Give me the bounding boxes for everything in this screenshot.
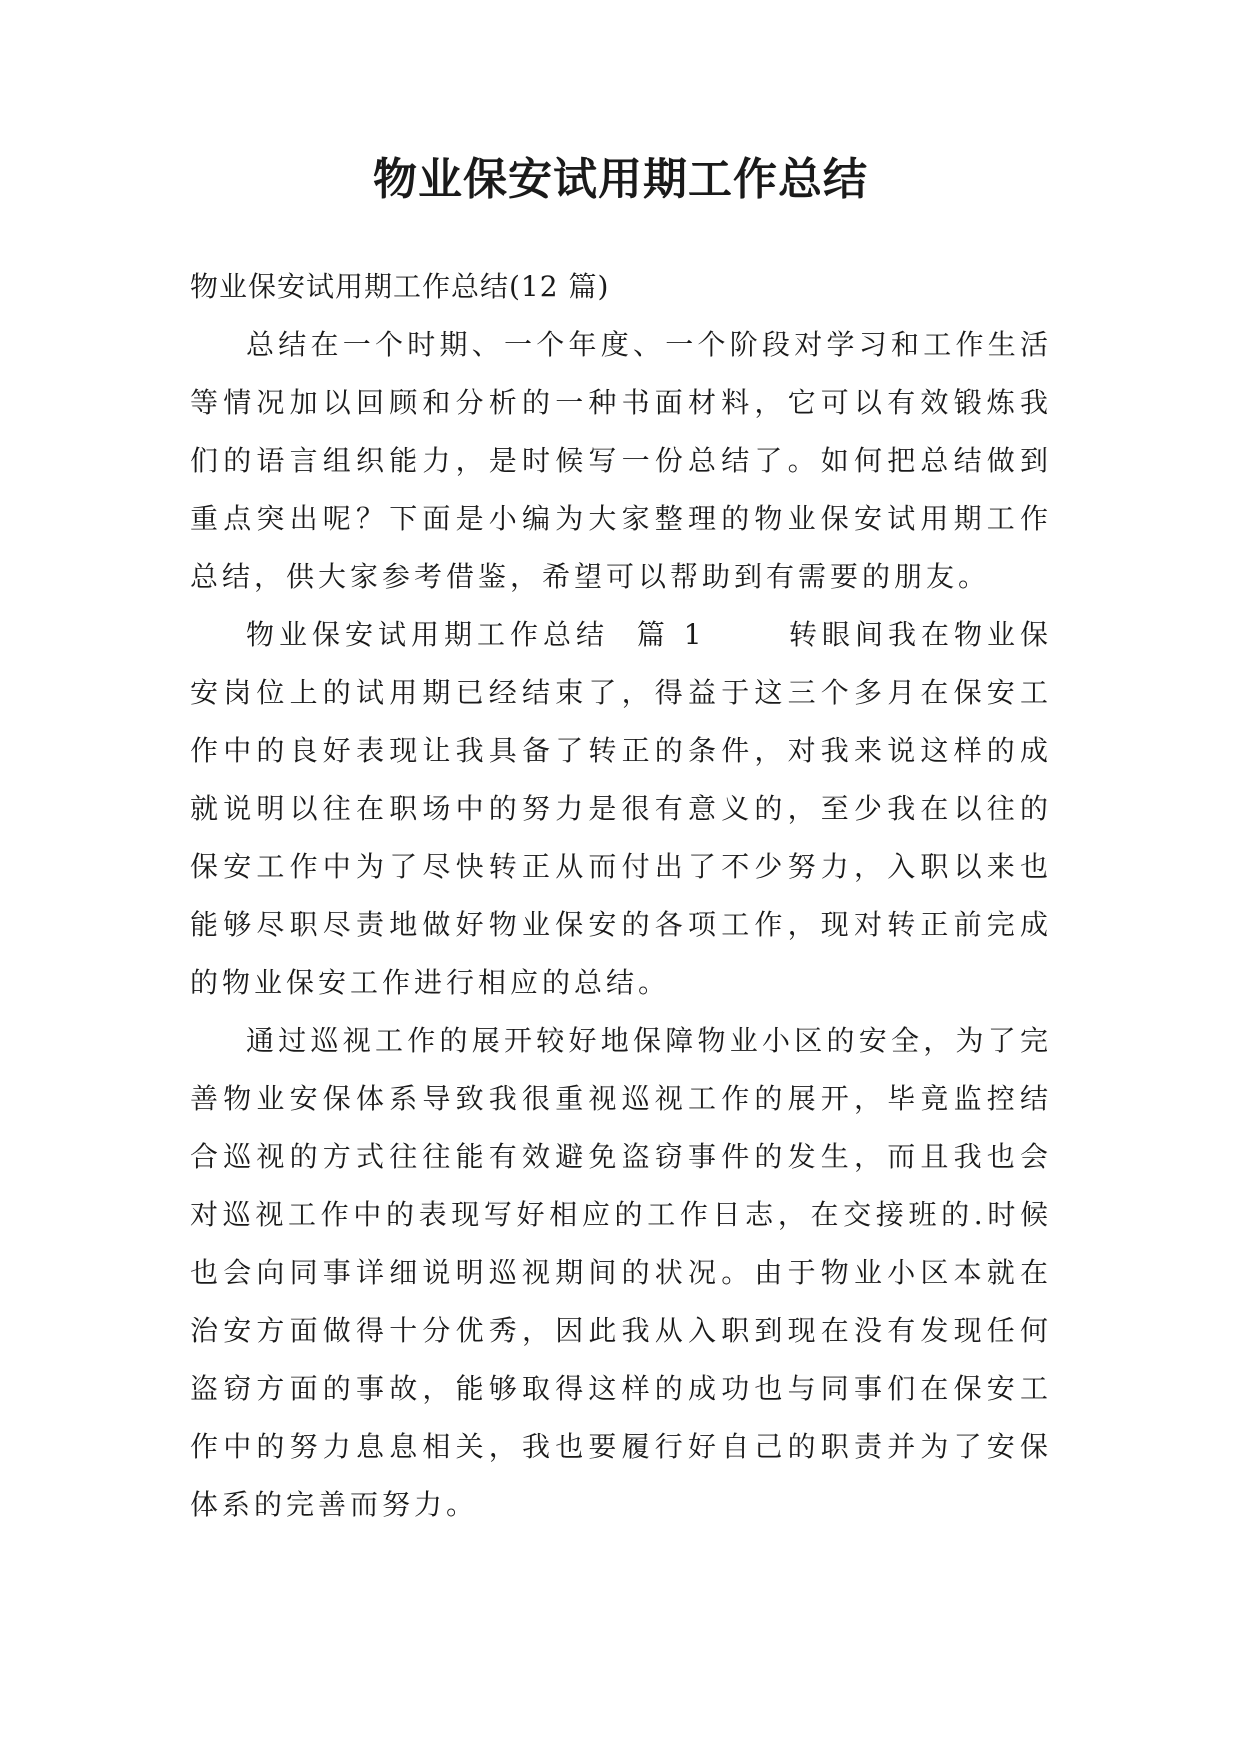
document-subtitle: 物业保安试用期工作总结(12 篇) bbox=[190, 270, 610, 303]
document-body bbox=[190, 258, 1052, 1534]
document-title: 物业保安试用期工作总结 bbox=[373, 154, 868, 205]
paragraph-intro: 总结在一个时期、一个年度、一个阶段对学习和工作生活等情况加以回顾和分析的一种书面材料，它可以有效锻炼我们的语言组织能力，是时候写一份总结了。如何把总结做到重点突出呢？下面是小编为大家整理的物业保安试用期工作总结，供大家参考借鉴，希望可以帮助到有需要的朋友。 bbox=[190, 328, 1052, 593]
paragraph-section-1: 物业保安试用期工作总结 篇 1 转眼间我在物业保安岗位上的试用期已经结束了，得益于这三个多月在保安工作中的良好表现让我具备了转正的条件，对我来说这样的成就说明以往在职场中的努力是很有意义的，至少我在以往的保安工作中为了尽快转正从而付出了不少努力，入职以来也能够尽职尽责地做好物业保安的各项工作，现对转正前完成的物业保安工作进行相应的总结。 bbox=[190, 618, 1052, 999]
paragraph-patrol: 通过巡视工作的展开较好地保障物业小区的安全，为了完善物业安保体系导致我很重视巡视工作的展开，毕竟监控结合巡视的方式往往能有效避免盗窃事件的发生，而且我也会对巡视工作中的表现写好相应的工作日志，在交接班的.时候也会向同事详细说明巡视期间的状况。由于物业小区本就在治安方面做得十分优秀，因此我从入职到现在没有发现任何盗窃方面的事故，能够取得这样的成功也与同事们在保安工作中的努力息息相关，我也要履行好自己的职责并为了安保体系的完善而努力。 bbox=[190, 1024, 1052, 1521]
